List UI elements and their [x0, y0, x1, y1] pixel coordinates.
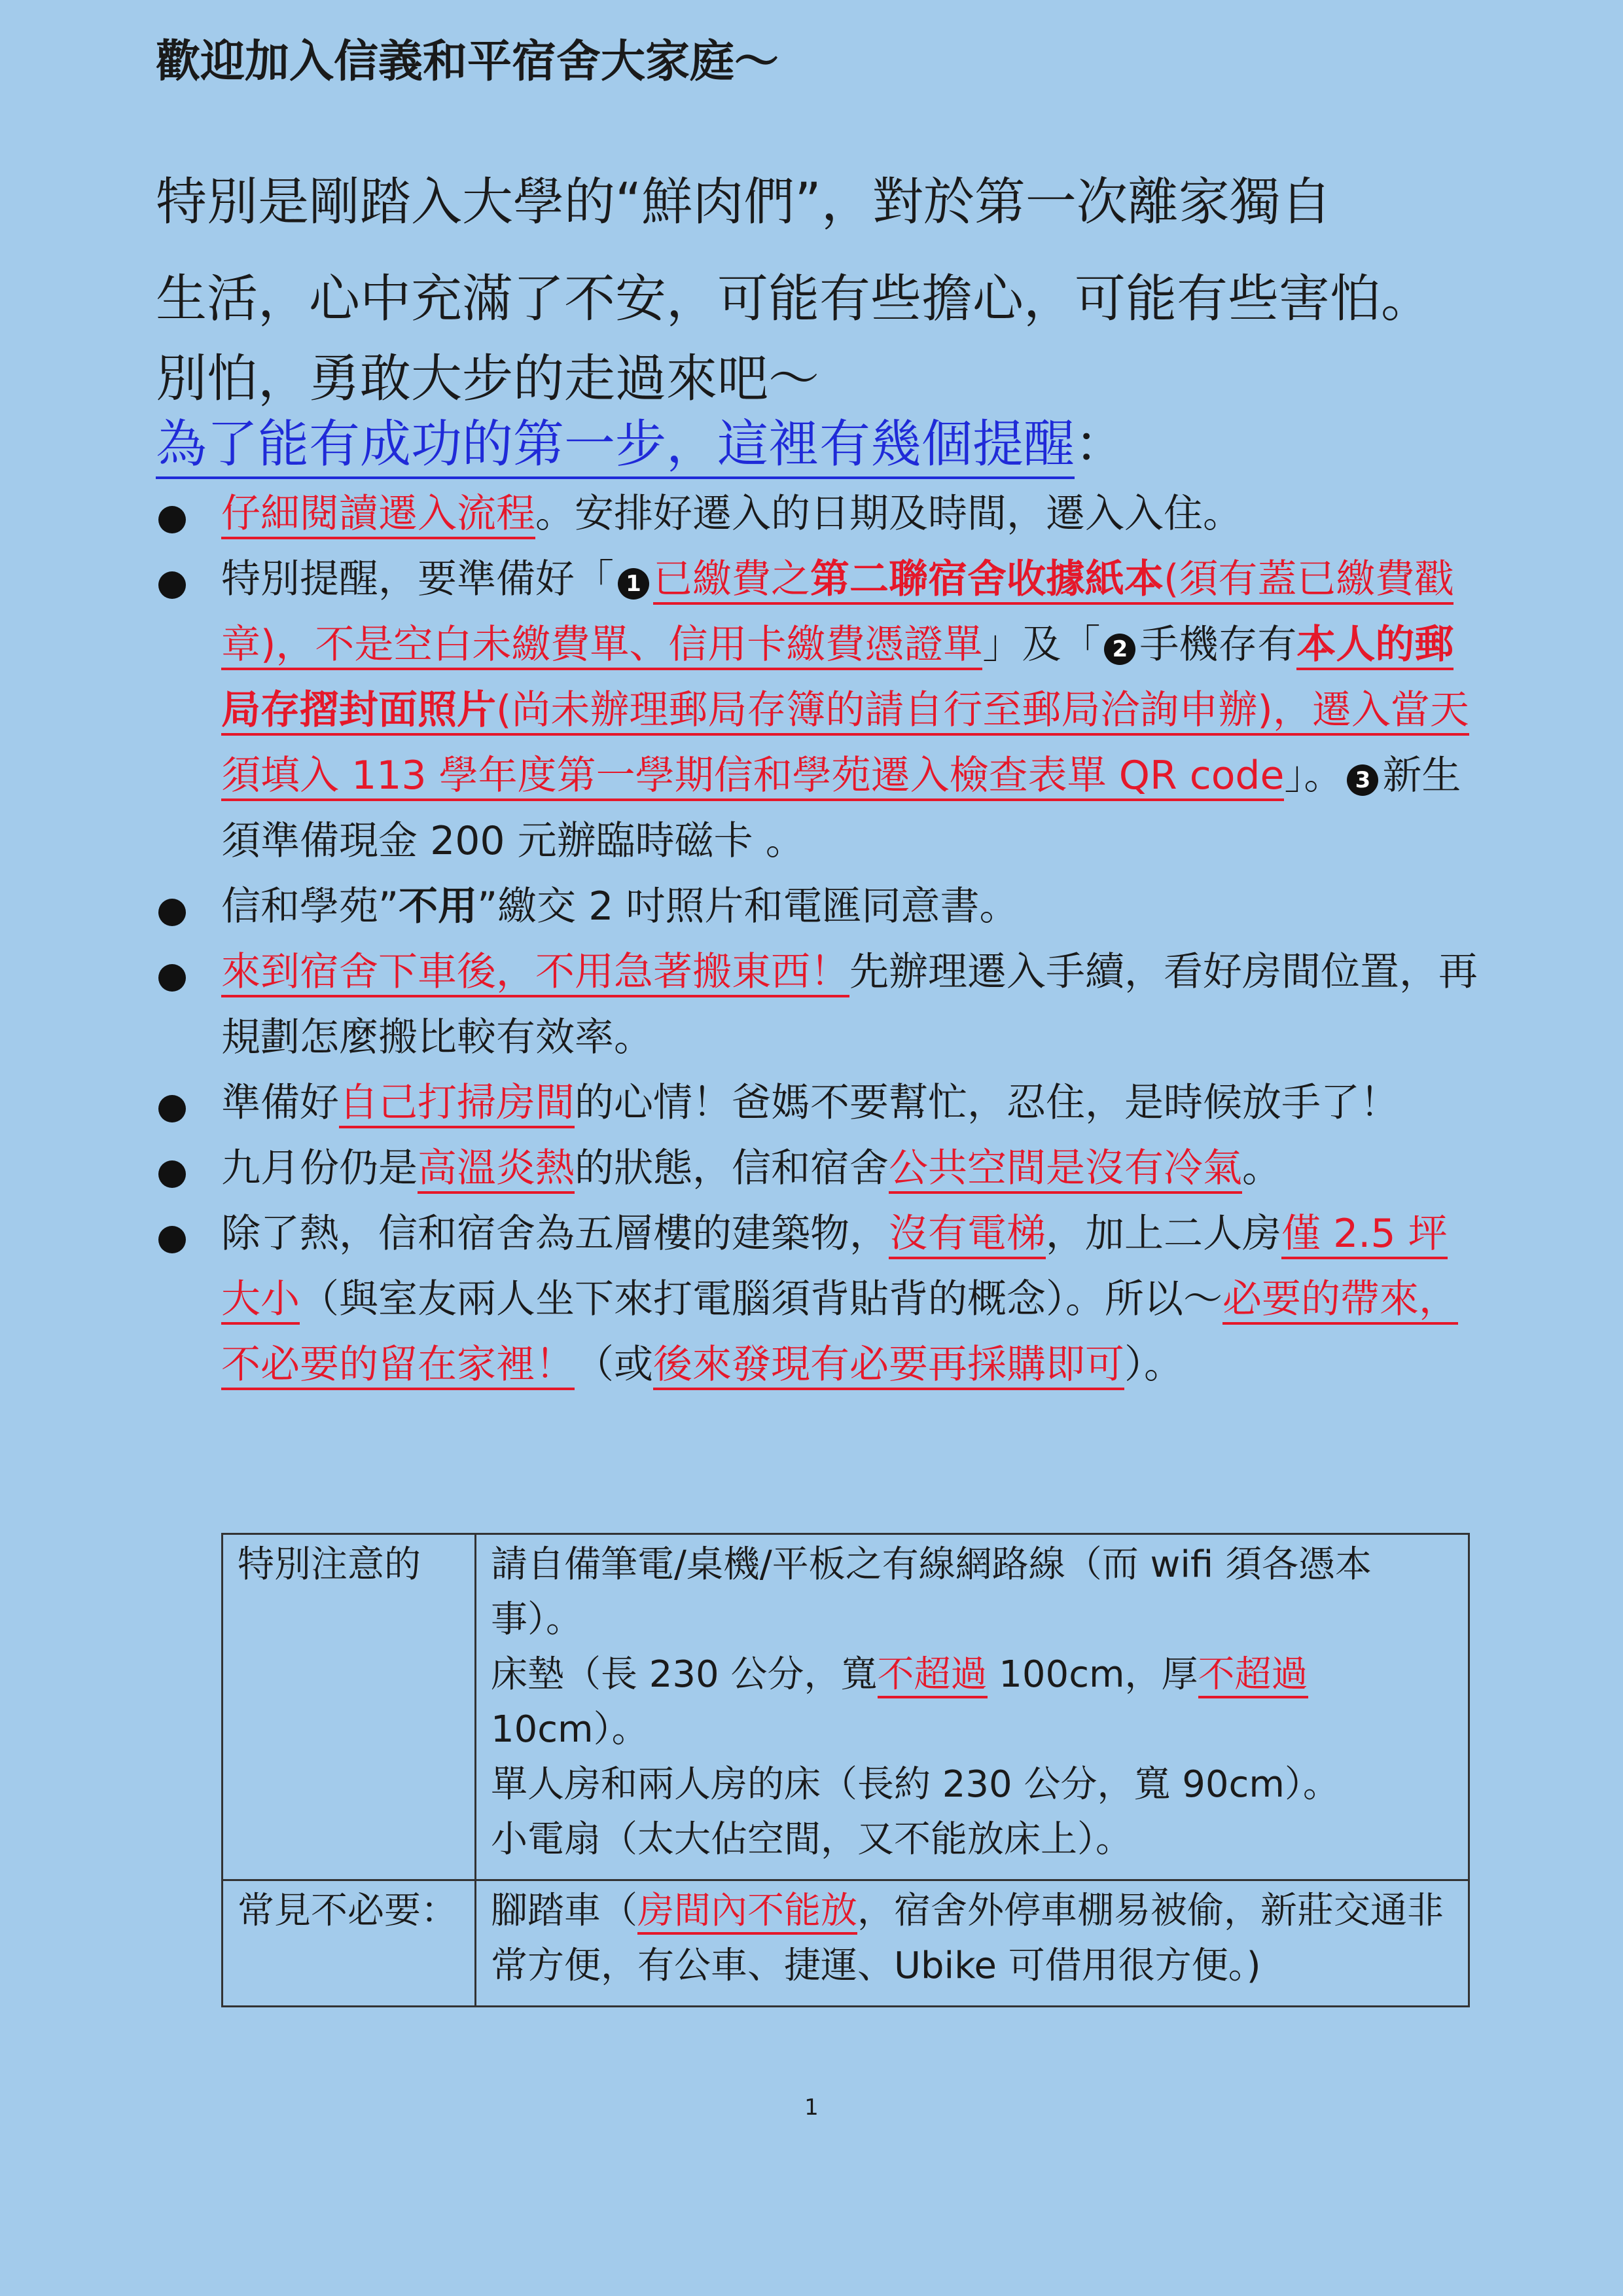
page-title: 歡迎加入信義和平宿舍大家庭～ [156, 36, 779, 88]
bullet-icon [158, 1160, 186, 1188]
list-item: 九月份仍是高溫炎熱的狀態，信和宿舍公共空間是沒有冷氣。 [156, 1136, 1478, 1201]
bullet-icon [158, 1095, 186, 1122]
bullet-icon [158, 1226, 186, 1253]
list-item: 信和學苑”不用”繳交 2 吋照片和電匯同意書。 [156, 874, 1478, 939]
number-one-icon: 1 [618, 568, 649, 600]
tips-heading-colon: ： [1075, 415, 1126, 474]
notes-table [221, 1533, 1470, 2007]
row-label-special-attention: 特別注意的 [223, 1534, 476, 1880]
table-row [223, 1534, 1469, 1880]
list-item: 準備好自己打掃房間的心情！爸媽不要幫忙，忍住，是時候放手了！ [156, 1070, 1478, 1136]
tips-heading [156, 406, 1126, 483]
bullet-icon [158, 571, 186, 599]
encouragement-line: 別怕，勇敢大步的走過來吧～ [156, 350, 820, 408]
number-three-icon: 3 [1347, 764, 1378, 796]
bullet-icon [158, 964, 186, 992]
list-item: 仔細閱讀遷入流程。安排好遷入的日期及時間，遷入入住。 [156, 481, 1478, 547]
bullet-icon [158, 899, 186, 926]
special-attention-cell: 請自備筆電/桌機/平板之有線網路線（而 wifi 須各憑本事）。 床墊（長 230 公分，寬不超過 100cm，厚不超過 10cm）。 單人房和兩人房的床（長約 230 公分，寬 90cm）。 小電扇（太大佔空間，又不能放床上）。 [476, 1534, 1469, 1880]
table-row [223, 1880, 1469, 2007]
list-item: 特別提醒，要準備好「 1 已繳費之第二聯宿舍收據紙本(須有蓋已繳費戳章)，不是空白未繳費單、信用卡繳費憑證單」及「 2 手機存有本人的郵局存摺封面照片(尚未辦理郵局存簿的請自行至郵局洽詢申辦)，遷入當天須填入 113 學年度第一學期信和學苑遷入檢查表單 QR code」。 3 新生須準備現金 200 元辦臨時磁卡 。 [156, 547, 1478, 874]
reminder-list [156, 481, 1478, 1397]
move-in-process-link: 仔細閱讀遷入流程 [221, 491, 535, 539]
intro-line-1: 特別是剛踏入大學的“鮮肉們”，對於第一次離家獨自 [156, 173, 1332, 232]
list-item: 來到宿舍下車後，不用急著搬東西！先辦理遷入手續，看好房間位置，再規劃怎麼搬比較有效率。 [156, 939, 1478, 1070]
list-item: 除了熱，信和宿舍為五層樓的建築物，沒有電梯，加上二人房僅 2.5 坪大小（與室友兩人坐下來打電腦須背貼背的概念）。所以～必要的帶來，不必要的留在家裡！（或後來發現有必要再採購即可）。 [156, 1201, 1478, 1397]
unnecessary-cell: 腳踏車（房間內不能放，宿舍外停車棚易被偷，新莊交通非常方便，有公車、捷運、Ubike 可借用很方便。) [476, 1880, 1469, 2007]
intro-paragraph [156, 154, 1596, 348]
intro-line-2: 生活，心中充滿了不安，可能有些擔心，可能有些害怕。 [156, 270, 1433, 329]
number-two-icon: 2 [1104, 634, 1135, 665]
row-label-unnecessary: 常見不必要： [223, 1880, 476, 2007]
page-number: 1 [804, 2094, 819, 2121]
bullet-icon [158, 506, 186, 533]
tips-heading-text: 為了能有成功的第一步，這裡有幾個提醒 [156, 415, 1075, 479]
